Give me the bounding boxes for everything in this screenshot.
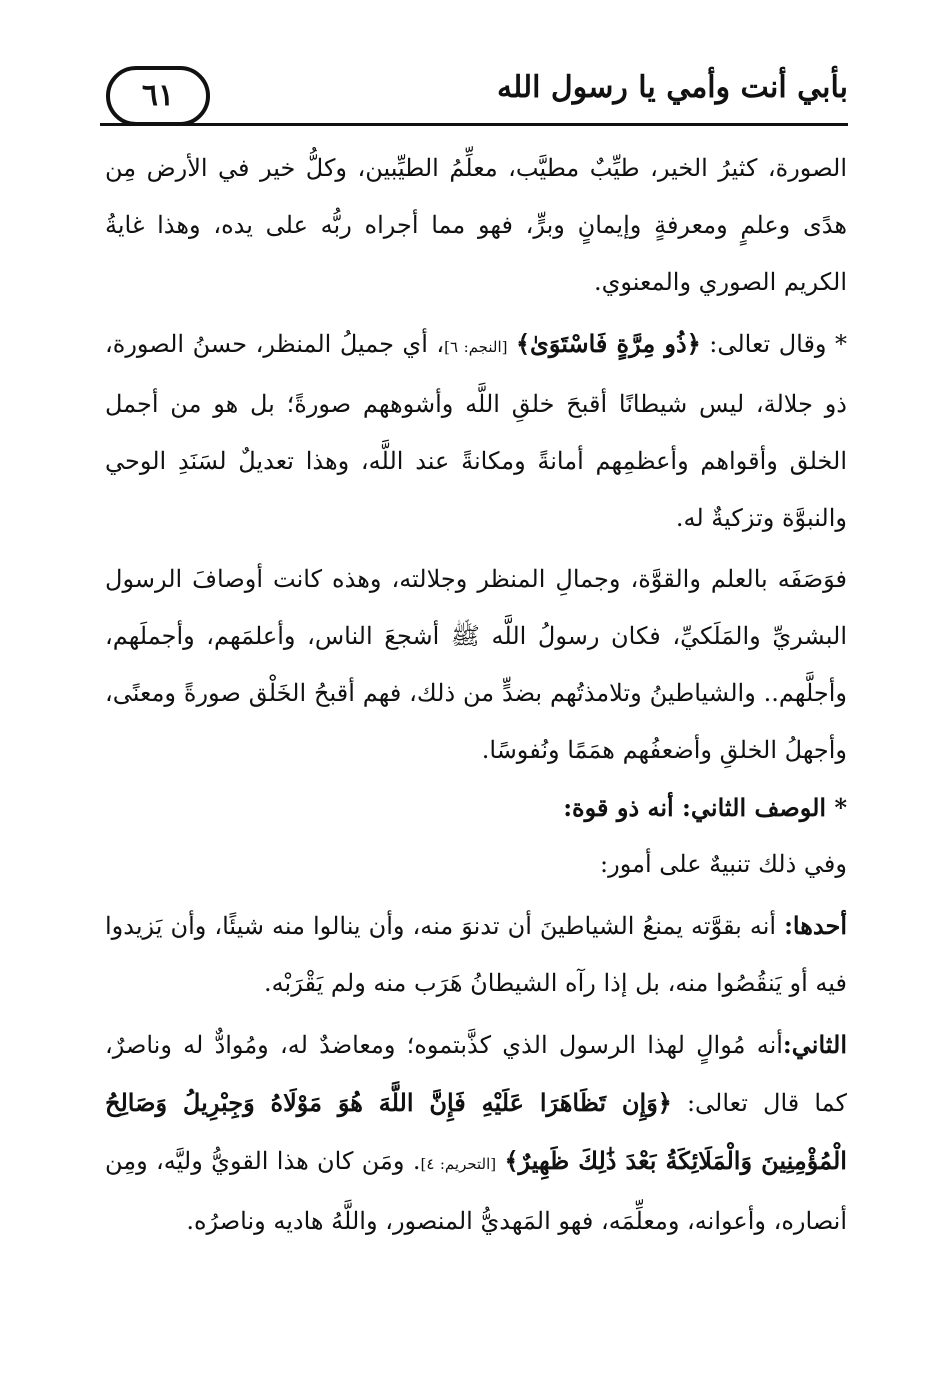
paragraph-1 <box>105 140 847 311</box>
page-header <box>100 66 848 130</box>
verse-reference: [النجم: ٦] <box>444 338 508 356</box>
paragraph-5-text: أنه بقوَّته يمنعُ الشياطينَ أن تدنوَ منه، وأن ينالوا منه شيئًا، وأن يَزيدوا فيه أو يَنقُصُوا منه، بل إذا رآه الشيطانُ هَرَب منه ولم يَقْرَبْه. <box>105 912 847 997</box>
quran-verse: ﴿ذُو مِرَّةٍ فَاسْتَوَىٰ﴾ <box>515 329 701 358</box>
paragraph-5 <box>105 897 847 1012</box>
point-label-second: الثاني: <box>782 1030 847 1059</box>
paragraph-1-line-2: مِن هدًى وعلمٍ ومعرفةٍ وإيمانٍ وبرٍّ، فهو مما أجراه ربُّه على يده، وهذا غايةُ <box>105 154 847 239</box>
paragraph-6-text-after: . ومَن كان هذا القويُّ وليَّه، ومِن أنصاره، وأعوانه، ومعلِّمَه، فهو المَهديُّ المنصور، واللَّهُ هاديه وناصرُه. <box>105 1147 847 1235</box>
paragraph-1-line-1: الصورة، كثيرُ الخير، طيِّبٌ مطيَّب، معلِّمُ الطيِّبين، وكلُّ خير في الأرض <box>146 154 847 182</box>
quran-verse: ﴿وَإِن تَظَاهَرَا عَلَيْهِ فَإِنَّ اللَّهَ هُوَ مَوْلَاهُ وَجِبْرِيلُ وَصَالِحُ الْمُؤْمِنِينَ وَالْمَلَائِكَةُ بَعْدَ ذَٰلِكَ ظَهِيرٌ﴾ <box>105 1088 847 1175</box>
paragraph-1-line-3: الكريم الصوري والمعنوي. <box>593 268 847 296</box>
paragraph-3-text: فوَصَفَه بالعلم والقوَّة، وجمالِ المنظر وجلالته، وهذه كانت أوصافَ الرسول البشريِّ والمَلَكيِّ، فكان رسولُ اللَّه ﷺ أشجعَ الناس، وأعلمَهم، وأجملَهم، وأجلَّهم.. والشياطينُ وتلامذتُهم بضدٍّ من ذلك، فهم أقبحُ الخَلْق صورةً ومعنًى، وأجهلُ الخلقِ وأضعفُهم همَمًا ونُفوسًا. <box>105 565 847 764</box>
header-rule <box>100 123 848 126</box>
paragraph-2-text: ، أي جميلُ المنظر، حسنُ الصورة، ذو جلالة، ليس شيطانًا أقبحَ خلقِ اللَّه وأشوههم صورةً؛ بل هو من أجمل الخلق وأقواهم وأعظمِهم أمانةً ومكانةً عند اللَّه، وهذا تعديلٌ لسَنَدِ الوحي والنبوَّة وتزكيةٌ له. <box>105 330 847 532</box>
running-title: بأبي أنت وأمي يا رسول الله <box>496 70 848 105</box>
paragraph-6 <box>105 1016 847 1250</box>
paragraph-6-text-before: أنه مُوالٍ لهذا الرسول الذي كذَّبتموه؛ ومعاضدٌ له، ومُوادٌّ له وناصرٌ، كما قال تعالى: <box>105 1031 847 1117</box>
section-heading: * الوصف الثاني: أنه ذو قوة: <box>563 793 847 822</box>
verse-reference: [التحريم: ٤] <box>420 1155 497 1173</box>
paragraph-3 <box>105 551 847 779</box>
page-number-badge <box>106 66 210 126</box>
paragraph-4 <box>105 836 847 893</box>
paragraph-2 <box>105 315 847 547</box>
point-label-first: أحدها: <box>784 911 847 940</box>
paragraph-4-text: وفي ذلك تنبيهٌ على أمور: <box>600 850 847 878</box>
page-number: ٦١ <box>141 78 175 113</box>
paragraph-2-intro: * وقال تعالى: <box>709 330 848 358</box>
body-text <box>105 140 847 1250</box>
